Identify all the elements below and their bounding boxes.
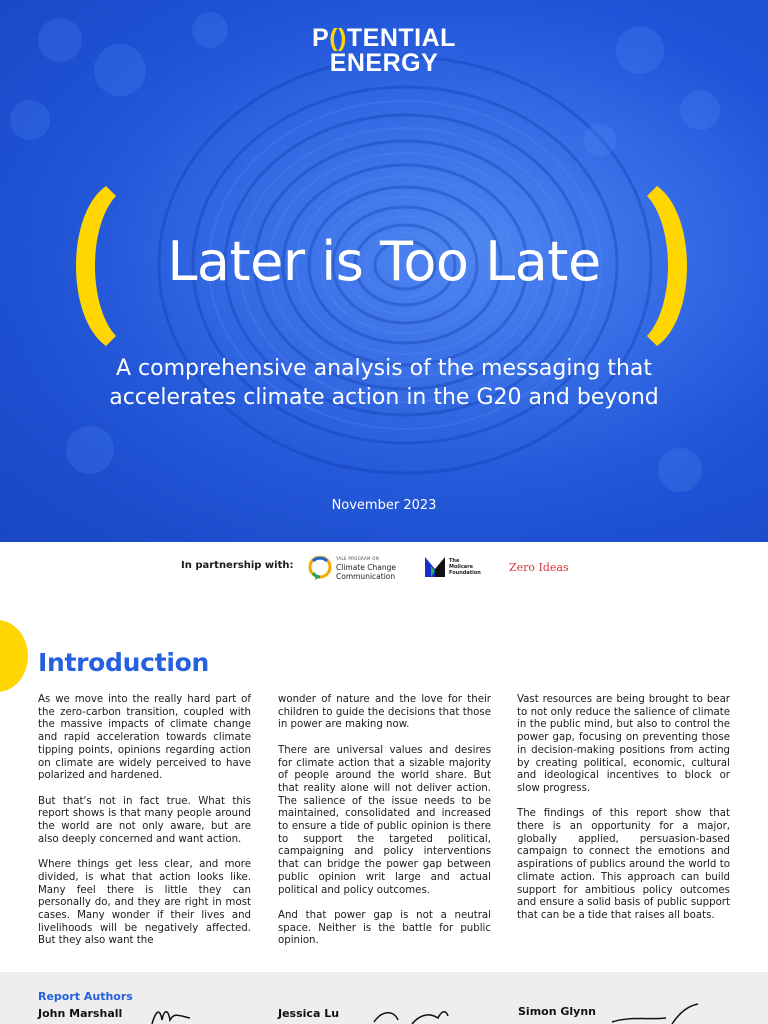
subtitle-line-1: A comprehensive analysis of the messaging that (115, 356, 653, 381)
author-name: Jessica Lu (278, 1007, 340, 1020)
subtitle-line-2: accelerates climate action in the G20 and beyond (109, 385, 659, 410)
intro-column-1 (38, 694, 251, 961)
partner-logo-yale (308, 554, 396, 581)
intro-paragraph: Where things get less clear, and more divided, is what that action looks like. Many feel there is little they can personally do, and they are right in most cases. Many wonder if their lives and livelihoods will be negatively affected. But they also want the (38, 859, 251, 947)
intro-paragraph: As we move into the really hard part of the zero-carbon transition, coupled with the massive impacts of climate change and rapid acceleration towards climate tipping points, opinions regarding action on climate are widely perceived to have polarized and hardened. (38, 694, 251, 782)
logo-text-energy: ENERGY (329, 49, 439, 77)
decorative-yellow-circle (0, 620, 28, 692)
partners-label: In partnership with: (181, 560, 294, 571)
report-date: November 2023 (331, 498, 437, 513)
report-authors-section (0, 972, 768, 1024)
logo-paren-close: ) (338, 24, 347, 52)
intro-column-2 (278, 694, 491, 961)
signature-icon (150, 1006, 210, 1024)
intro-paragraph: wonder of nature and the love for their children to guide the decisions that those in power are making now. (278, 694, 491, 731)
introduction-heading: Introduction (38, 648, 209, 677)
intro-column-3 (517, 694, 730, 935)
author-name: John Marshall (38, 1007, 123, 1020)
logo-letter-p: P (312, 24, 330, 52)
intro-paragraph: The findings of this report show that there is an opportunity for a major, globally applied, persuasion-based campaign to connect the emotions and aspirations of publics around the world to climate action. This approach can build support for ambitious policy outcomes and ensure a solid basis of public support that can be a tide that raises all boats. (517, 808, 730, 921)
partners-bar (0, 542, 768, 602)
partner-logo-zero-ideas: Zero Ideas (509, 561, 569, 574)
signature-icon (372, 1008, 452, 1024)
intro-paragraph: But that's not in fact true. What this report shows is that many people around the world are not only aware, but are also deeply concerned and want action. (38, 795, 251, 845)
intro-paragraph: And that power gap is not a neutral space. Neither is the battle for public opinion. (278, 909, 491, 947)
molo-line-3: Foundation (449, 570, 481, 576)
yale-program-label: YALE PROGRAM ON (336, 556, 380, 561)
report-title: Later is Too Late (167, 230, 601, 293)
partner-logo-molo (424, 556, 481, 578)
logo-text-tential: TENTIAL (346, 24, 456, 52)
yale-line-1: Climate Change (336, 563, 396, 572)
report-authors-heading: Report Authors (38, 990, 133, 1003)
intro-paragraph: There are universal values and desires for climate action that a sizable majority of people around the world share. But that reality alone will not deliver action. The salience of the issue needs to be maintained, consolidated and increased to ensure a tide of public opinion is there to support the targeted political, campaigning and policy interventions that can bridge the power gap between public opinion writ large and actual political and policy outcomes. (278, 744, 491, 896)
speech-bubble-icon (308, 556, 332, 580)
report-subtitle (0, 354, 768, 412)
molo-line-1: The (449, 558, 460, 564)
potential-energy-logo (0, 26, 768, 76)
molo-line-2: Molicare (449, 564, 474, 570)
molo-m-icon (424, 556, 446, 578)
intro-paragraph: Vast resources are being brought to bear to not only reduce the salience of climate in the public mind, but also to control the power gap, focusing on preventing those in decision-making positions from acting by creating political, economic, cultural and ideological incentives to block or slow progress. (517, 694, 730, 794)
yale-line-2: Communication (336, 572, 396, 581)
signature-icon (610, 1002, 700, 1024)
logo-paren-open: ( (329, 24, 339, 52)
author-name: Simon Glynn (518, 1005, 597, 1018)
